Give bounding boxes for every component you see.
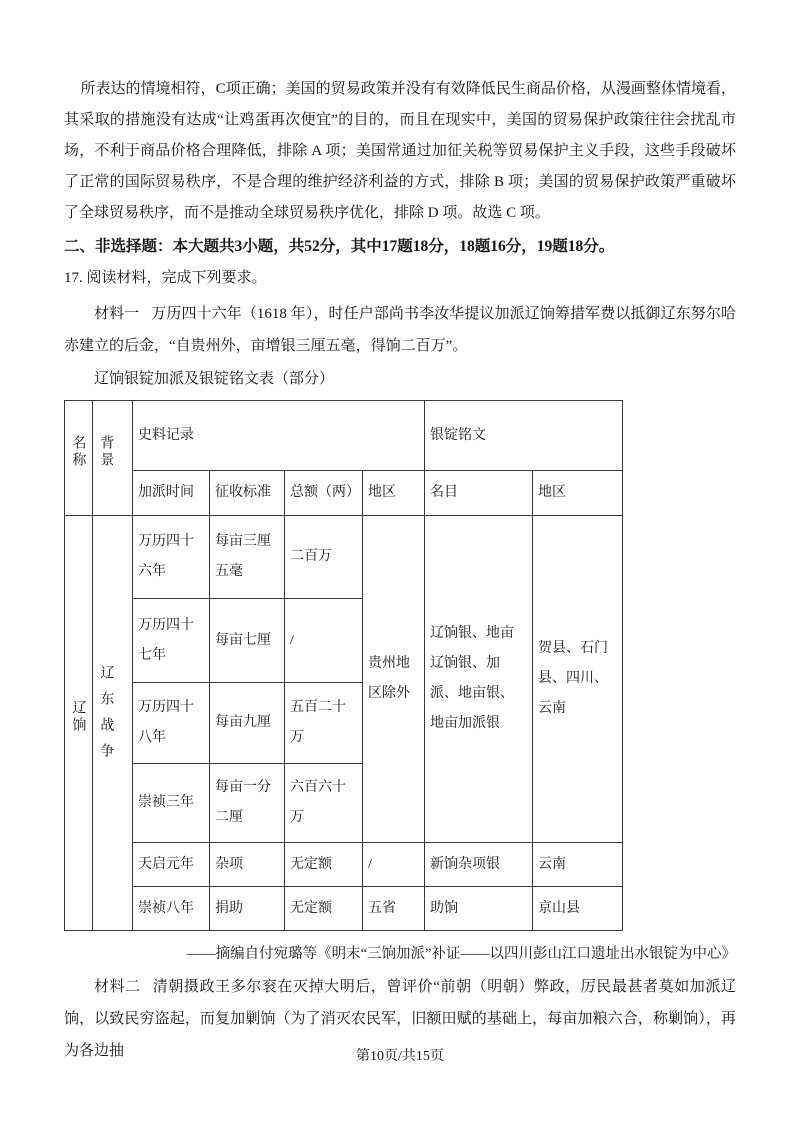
name-value-label: 辽饷 xyxy=(70,700,86,734)
cell-total: 无定额 xyxy=(285,887,363,931)
table-header-row-1 xyxy=(65,401,623,471)
cell-time: 崇祯八年 xyxy=(133,887,210,931)
background-value-label: 辽东战争 xyxy=(98,665,114,769)
cell-time: 万历四十七年 xyxy=(133,599,210,683)
cell-region: 五省 xyxy=(363,887,425,931)
cell-region2: 京山县 xyxy=(533,887,623,931)
cell-time: 崇祯三年 xyxy=(133,764,210,843)
cell-total: 五百二十万 xyxy=(285,683,363,764)
source-citation: ——摘编自付宛璐等《明末“三饷加派”补证——以四川彭山江口遗址出水银锭为中心》 xyxy=(186,946,736,962)
cell-span-region2: 贺县、石门县、四川、云南 xyxy=(533,516,623,843)
col-header-region: 地区 xyxy=(363,471,425,516)
cell-total: 六百六十万 xyxy=(285,764,363,843)
cell-time: 天启元年 xyxy=(133,843,210,887)
col-header-name-label: 名称 xyxy=(70,435,86,469)
col-header-region2: 地区 xyxy=(533,471,623,516)
cell-standard: 每亩九厘 xyxy=(210,683,285,764)
cell-standard: 杂项 xyxy=(210,843,285,887)
col-header-inscription: 银锭铭文 xyxy=(425,401,623,471)
col-header-background xyxy=(93,401,133,516)
cell-standard: 捐助 xyxy=(210,887,285,931)
table-row xyxy=(65,887,623,931)
cell-total: / xyxy=(285,599,363,683)
table-title: 辽饷银锭加派及银锭铭文表（部分） xyxy=(94,371,335,387)
material-2-text: 清朝摄政王多尔衮在灭掉大明后，曾评价“前朝（明朝）弊政，厉民最甚者莫如加派辽饷，以致民穷盗起，而复加剿饷（为了消灭农民军，旧额田赋的基础上，每亩加粮六合，称剿饷），再为各边抽 xyxy=(64,979,736,1059)
col-header-time: 加派时间 xyxy=(133,471,210,516)
cell-standard: 每亩一分二厘 xyxy=(210,764,285,843)
cell-standard: 每亩三厘五毫 xyxy=(210,516,285,599)
page-number: 第10页/共15页 xyxy=(356,1049,444,1064)
table-row xyxy=(65,843,623,887)
cell-item: 新饷杂项银 xyxy=(425,843,533,887)
cell-region: / xyxy=(363,843,425,887)
question-17-intro: 17. 阅读材料，完成下列要求。 xyxy=(64,270,267,286)
cell-background-value xyxy=(93,516,133,931)
liaoxiang-table xyxy=(64,400,623,931)
material-1-label: 材料一 xyxy=(94,306,140,322)
cell-span-region: 贵州地区除外 xyxy=(363,516,425,843)
col-header-item: 名目 xyxy=(425,471,533,516)
cell-total: 二百万 xyxy=(285,516,363,599)
section-heading: 二、非选择题：本大题共3小题，共52分，其中17题18分，18题16分，19题18分。 xyxy=(64,238,615,255)
cell-region2: 云南 xyxy=(533,843,623,887)
col-header-record: 史料记录 xyxy=(133,401,425,471)
material-2-label: 材料二 xyxy=(94,979,141,995)
cell-time: 万历四十八年 xyxy=(133,683,210,764)
cell-time: 万历四十六年 xyxy=(133,516,210,599)
material-1-paragraph xyxy=(64,298,736,362)
col-header-standard: 征收标准 xyxy=(210,471,285,516)
col-header-background-label: 背景 xyxy=(98,435,114,469)
cell-standard: 每亩七厘 xyxy=(210,599,285,683)
cell-item: 助饷 xyxy=(425,887,533,931)
table-header-row-2 xyxy=(65,471,623,516)
answer-explanation: 所表达的情境相符，C项正确；美国的贸易政策并没有有效降低民生商品价格，从漫画整体情境看，其采取的措施没有达成“让鸡蛋再次便宜”的目的，而且在现实中，美国的贸易保护政策往往会扰乱市场，不利于商品价格合理降低，排除 A 项；美国常通过加征关税等贸易保护主义手段，这些手段破坏了正常的国际贸易秩序，不是合理的维护经济利益的方式，排除 B 项；美国的贸易保护政策严重破坏了全球贸易秩序，而不是推动全球贸易秩序优化，排除 D 项。故选 C 项。 xyxy=(64,81,736,221)
material-1-text: 万历四十六年（1618 年），时任户部尚书李汝华提议加派辽饷筹措军费以抵御辽东努尔哈赤建立的后金，“自贵州外，亩增银三厘五毫，得饷二百万”。 xyxy=(64,306,736,354)
col-header-total: 总额（两） xyxy=(285,471,363,516)
cell-name-value xyxy=(65,516,93,931)
table-row xyxy=(65,516,623,599)
cell-total: 无定额 xyxy=(285,843,363,887)
col-header-name xyxy=(65,401,93,516)
cell-span-item: 辽饷银、地亩辽饷银、加派、地亩银、地亩加派银 xyxy=(425,516,533,843)
